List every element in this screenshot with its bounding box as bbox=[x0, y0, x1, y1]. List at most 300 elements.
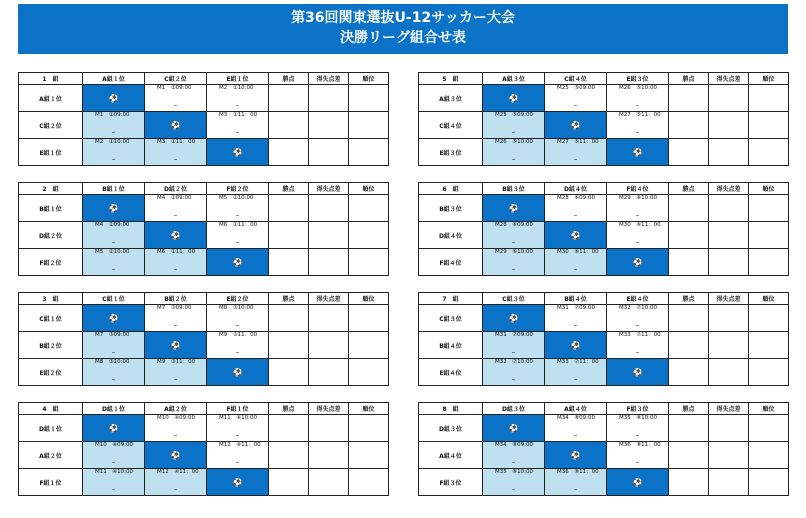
column-team-3: F組２位 bbox=[207, 183, 269, 195]
match-cell bbox=[207, 305, 269, 332]
goal-diff-cell bbox=[309, 469, 349, 496]
rank-cell bbox=[749, 359, 789, 386]
match-cell bbox=[607, 112, 669, 139]
points-cell bbox=[669, 305, 709, 332]
soccer-ball-icon: ⚽ bbox=[508, 313, 519, 323]
match-info: M36 ⑧11：00 bbox=[619, 442, 661, 448]
group-table-4 bbox=[18, 402, 389, 496]
column-rank: 順位 bbox=[749, 73, 789, 85]
row-team-2: D組４位 bbox=[419, 222, 483, 249]
soccer-ball-icon: ⚽ bbox=[170, 450, 181, 460]
team-row-1 bbox=[19, 195, 389, 222]
self-match-cell bbox=[545, 222, 607, 249]
team-row-3 bbox=[419, 359, 789, 386]
match-cell bbox=[207, 195, 269, 222]
match-info: M31 ⑦09:00 bbox=[557, 305, 596, 311]
column-goal-diff: 得失点差 bbox=[709, 73, 749, 85]
team-row-3 bbox=[19, 359, 389, 386]
column-points: 勝点 bbox=[669, 293, 709, 305]
self-match-cell bbox=[607, 359, 669, 386]
score-dash: – bbox=[235, 321, 240, 329]
rank-cell bbox=[749, 112, 789, 139]
match-cell bbox=[83, 139, 145, 166]
team-row-2 bbox=[419, 112, 789, 139]
soccer-ball-icon: ⚽ bbox=[632, 147, 643, 157]
match-cell bbox=[607, 85, 669, 112]
self-match-cell bbox=[207, 469, 269, 496]
score-dash: – bbox=[111, 458, 116, 466]
goal-diff-cell bbox=[709, 222, 749, 249]
score-dash: – bbox=[235, 458, 240, 466]
points-cell bbox=[669, 442, 709, 469]
match-cell bbox=[483, 222, 545, 249]
row-team-3: F組２位 bbox=[19, 249, 83, 276]
match-info: M32 ⑦10:00 bbox=[495, 359, 534, 365]
column-team-2: C組４位 bbox=[545, 73, 607, 85]
match-cell bbox=[207, 222, 269, 249]
match-info: M2 ①10:00 bbox=[95, 139, 130, 145]
score-dash: – bbox=[573, 155, 578, 163]
soccer-ball-icon: ⚽ bbox=[570, 120, 581, 130]
group-header-row bbox=[19, 183, 389, 195]
row-team-2: D組２位 bbox=[19, 222, 83, 249]
points-cell bbox=[269, 359, 309, 386]
soccer-ball-icon: ⚽ bbox=[232, 257, 243, 267]
match-info: M10 ④09:00 bbox=[157, 415, 196, 421]
match-info: M4 ②09:00 bbox=[95, 222, 130, 228]
team-row-1 bbox=[19, 415, 389, 442]
row-team-1: C組３位 bbox=[419, 305, 483, 332]
self-match-cell bbox=[483, 85, 545, 112]
score-dash: – bbox=[235, 101, 240, 109]
match-info: M11 ④10:00 bbox=[95, 469, 134, 475]
group-name: 6 組 bbox=[419, 183, 483, 195]
row-team-1: D組３位 bbox=[419, 415, 483, 442]
match-cell bbox=[83, 359, 145, 386]
group-name: 3 組 bbox=[19, 293, 83, 305]
rank-cell bbox=[749, 222, 789, 249]
match-info: M1 ①09:00 bbox=[95, 112, 130, 118]
match-info: M31 ⑦09:00 bbox=[495, 332, 534, 338]
match-cell bbox=[483, 112, 545, 139]
soccer-ball-icon: ⚽ bbox=[170, 120, 181, 130]
group-table-7 bbox=[418, 292, 789, 386]
column-team-1: A組１位 bbox=[83, 73, 145, 85]
column-points: 勝点 bbox=[269, 73, 309, 85]
match-info: M28 ⑥09:00 bbox=[495, 222, 534, 228]
rank-cell bbox=[349, 112, 389, 139]
match-cell bbox=[145, 195, 207, 222]
match-cell bbox=[145, 85, 207, 112]
score-dash: – bbox=[173, 375, 178, 383]
column-team-3: E組２位 bbox=[207, 293, 269, 305]
points-cell bbox=[269, 442, 309, 469]
match-cell bbox=[83, 332, 145, 359]
column-goal-diff: 得失点差 bbox=[309, 183, 349, 195]
group-header-row bbox=[419, 403, 789, 415]
match-info: M25 ⑤09:00 bbox=[495, 112, 534, 118]
self-match-cell bbox=[145, 442, 207, 469]
goal-diff-cell bbox=[709, 332, 749, 359]
self-match-cell bbox=[83, 85, 145, 112]
match-info: M29 ⑥10:00 bbox=[619, 195, 658, 201]
self-match-cell bbox=[207, 139, 269, 166]
soccer-ball-icon: ⚽ bbox=[108, 313, 119, 323]
match-info: M25 ⑤09:00 bbox=[557, 85, 596, 91]
soccer-ball-icon: ⚽ bbox=[632, 257, 643, 267]
self-match-cell bbox=[545, 112, 607, 139]
match-info: M1 ①09:00 bbox=[157, 85, 192, 91]
match-info: M9 ③11：00 bbox=[157, 359, 196, 365]
points-cell bbox=[269, 249, 309, 276]
column-goal-diff: 得失点差 bbox=[309, 293, 349, 305]
points-cell bbox=[269, 332, 309, 359]
match-cell bbox=[545, 139, 607, 166]
soccer-ball-icon: ⚽ bbox=[170, 230, 181, 240]
match-info: M26 ⑤10:00 bbox=[495, 139, 534, 145]
group-name: 5 組 bbox=[419, 73, 483, 85]
points-cell bbox=[669, 195, 709, 222]
team-row-3 bbox=[19, 469, 389, 496]
team-row-1 bbox=[419, 305, 789, 332]
self-match-cell bbox=[207, 249, 269, 276]
row-team-3: F組４位 bbox=[419, 249, 483, 276]
column-rank: 順位 bbox=[749, 403, 789, 415]
soccer-ball-icon: ⚽ bbox=[108, 93, 119, 103]
self-match-cell bbox=[83, 195, 145, 222]
self-match-cell bbox=[145, 112, 207, 139]
team-row-1 bbox=[19, 305, 389, 332]
column-team-1: B組１位 bbox=[83, 183, 145, 195]
rank-cell bbox=[349, 249, 389, 276]
score-dash: – bbox=[635, 128, 640, 136]
score-dash: – bbox=[511, 128, 516, 136]
column-goal-diff: 得失点差 bbox=[309, 403, 349, 415]
row-team-1: B組１位 bbox=[19, 195, 83, 222]
row-team-3: E組１位 bbox=[19, 139, 83, 166]
rank-cell bbox=[749, 332, 789, 359]
match-cell bbox=[545, 305, 607, 332]
team-row-1 bbox=[419, 85, 789, 112]
points-cell bbox=[269, 415, 309, 442]
goal-diff-cell bbox=[709, 85, 749, 112]
team-row-3 bbox=[19, 249, 389, 276]
column-team-1: D組１位 bbox=[83, 403, 145, 415]
match-cell bbox=[207, 112, 269, 139]
row-team-3: E組３位 bbox=[419, 139, 483, 166]
group-table-8 bbox=[418, 402, 789, 496]
rank-cell bbox=[349, 469, 389, 496]
match-info: M7 ③09:00 bbox=[157, 305, 192, 311]
column-points: 勝点 bbox=[269, 293, 309, 305]
team-row-3 bbox=[419, 249, 789, 276]
match-cell bbox=[607, 442, 669, 469]
column-rank: 順位 bbox=[349, 293, 389, 305]
goal-diff-cell bbox=[709, 249, 749, 276]
score-dash: – bbox=[111, 375, 116, 383]
soccer-ball-icon: ⚽ bbox=[108, 203, 119, 213]
self-match-cell bbox=[545, 332, 607, 359]
self-match-cell bbox=[483, 195, 545, 222]
column-team-2: A組２位 bbox=[145, 403, 207, 415]
goal-diff-cell bbox=[709, 112, 749, 139]
group-header-row bbox=[419, 183, 789, 195]
self-match-cell bbox=[145, 332, 207, 359]
match-info: M27 ⑤11：00 bbox=[557, 139, 599, 145]
score-dash: – bbox=[635, 211, 640, 219]
score-dash: – bbox=[573, 101, 578, 109]
row-team-2: A組４位 bbox=[419, 442, 483, 469]
goal-diff-cell bbox=[709, 469, 749, 496]
soccer-ball-icon: ⚽ bbox=[632, 367, 643, 377]
tournament-title: 第36回関東選抜U-12サッカー大会 bbox=[291, 10, 515, 26]
row-team-2: C組４位 bbox=[419, 112, 483, 139]
score-dash: – bbox=[635, 101, 640, 109]
team-row-3 bbox=[419, 139, 789, 166]
match-cell bbox=[83, 249, 145, 276]
team-row-1 bbox=[419, 415, 789, 442]
score-dash: – bbox=[111, 155, 116, 163]
row-team-1: D組１位 bbox=[19, 415, 83, 442]
score-dash: – bbox=[235, 238, 240, 246]
goal-diff-cell bbox=[309, 332, 349, 359]
score-dash: – bbox=[111, 265, 116, 273]
goal-diff-cell bbox=[709, 415, 749, 442]
rank-cell bbox=[749, 442, 789, 469]
column-team-2: D組４位 bbox=[545, 183, 607, 195]
match-info: M5 ②10:00 bbox=[219, 195, 254, 201]
group-header-row bbox=[19, 403, 389, 415]
match-cell bbox=[607, 305, 669, 332]
points-cell bbox=[669, 469, 709, 496]
match-info: M5 ②10:00 bbox=[95, 249, 130, 255]
soccer-ball-icon: ⚽ bbox=[232, 367, 243, 377]
match-info: M27 ⑤11：00 bbox=[619, 112, 661, 118]
team-row-2 bbox=[19, 442, 389, 469]
group-name: 7 組 bbox=[419, 293, 483, 305]
score-dash: – bbox=[635, 458, 640, 466]
score-dash: – bbox=[635, 238, 640, 246]
team-row-2 bbox=[19, 332, 389, 359]
rank-cell bbox=[349, 85, 389, 112]
soccer-ball-icon: ⚽ bbox=[108, 423, 119, 433]
match-info: M6 ②11：00 bbox=[219, 222, 258, 228]
score-dash: – bbox=[511, 238, 516, 246]
match-info: M33 ⑦11：00 bbox=[557, 359, 599, 365]
column-team-1: D組３位 bbox=[483, 403, 545, 415]
soccer-ball-icon: ⚽ bbox=[232, 477, 243, 487]
points-cell bbox=[669, 85, 709, 112]
match-cell bbox=[207, 85, 269, 112]
column-rank: 順位 bbox=[749, 293, 789, 305]
rank-cell bbox=[749, 249, 789, 276]
match-cell bbox=[207, 442, 269, 469]
score-dash: – bbox=[511, 348, 516, 356]
score-dash: – bbox=[111, 348, 116, 356]
group-header-row bbox=[19, 73, 389, 85]
column-team-1: C組３位 bbox=[483, 293, 545, 305]
points-cell bbox=[669, 359, 709, 386]
column-team-3: F組３位 bbox=[607, 403, 669, 415]
match-info: M33 ⑦11：00 bbox=[619, 332, 661, 338]
score-dash: – bbox=[235, 128, 240, 136]
self-match-cell bbox=[483, 415, 545, 442]
rank-cell bbox=[349, 222, 389, 249]
points-cell bbox=[269, 112, 309, 139]
points-cell bbox=[669, 415, 709, 442]
match-cell bbox=[145, 359, 207, 386]
row-team-3: E組４位 bbox=[419, 359, 483, 386]
group-table-6 bbox=[418, 182, 789, 276]
column-points: 勝点 bbox=[669, 73, 709, 85]
bracket-subtitle: 決勝リーグ組合せ表 bbox=[340, 30, 466, 46]
score-dash: – bbox=[573, 211, 578, 219]
match-cell bbox=[545, 415, 607, 442]
column-goal-diff: 得失点差 bbox=[309, 73, 349, 85]
match-info: M26 ⑤10:00 bbox=[619, 85, 658, 91]
match-cell bbox=[145, 139, 207, 166]
goal-diff-cell bbox=[709, 195, 749, 222]
match-cell bbox=[545, 195, 607, 222]
match-cell bbox=[83, 442, 145, 469]
team-row-2 bbox=[419, 332, 789, 359]
soccer-ball-icon: ⚽ bbox=[570, 230, 581, 240]
match-cell bbox=[145, 249, 207, 276]
group-header-row bbox=[19, 293, 389, 305]
column-team-3: E組３位 bbox=[607, 73, 669, 85]
goal-diff-cell bbox=[309, 442, 349, 469]
column-rank: 順位 bbox=[349, 73, 389, 85]
points-cell bbox=[269, 469, 309, 496]
points-cell bbox=[669, 222, 709, 249]
match-cell bbox=[207, 332, 269, 359]
column-team-3: E組４位 bbox=[607, 293, 669, 305]
match-cell bbox=[145, 469, 207, 496]
match-cell bbox=[607, 195, 669, 222]
column-team-1: C組１位 bbox=[83, 293, 145, 305]
self-match-cell bbox=[83, 305, 145, 332]
rank-cell bbox=[749, 139, 789, 166]
match-info: M30 ⑥11：00 bbox=[619, 222, 661, 228]
match-cell bbox=[483, 332, 545, 359]
column-goal-diff: 得失点差 bbox=[709, 293, 749, 305]
match-info: M8 ③10:00 bbox=[95, 359, 130, 365]
score-dash: – bbox=[173, 265, 178, 273]
column-team-3: F組１位 bbox=[207, 403, 269, 415]
group-table-2 bbox=[18, 182, 389, 276]
row-team-2: A組２位 bbox=[19, 442, 83, 469]
group-name: 2 組 bbox=[19, 183, 83, 195]
match-info: M11 ④10:00 bbox=[219, 415, 258, 421]
goal-diff-cell bbox=[709, 359, 749, 386]
column-team-3: E組１位 bbox=[207, 73, 269, 85]
column-team-2: B組４位 bbox=[545, 293, 607, 305]
match-cell bbox=[607, 222, 669, 249]
score-dash: – bbox=[511, 265, 516, 273]
score-dash: – bbox=[573, 321, 578, 329]
row-team-3: F組３位 bbox=[419, 469, 483, 496]
points-cell bbox=[669, 249, 709, 276]
score-dash: – bbox=[635, 321, 640, 329]
goal-diff-cell bbox=[309, 139, 349, 166]
match-info: M35 ⑧10:00 bbox=[495, 469, 534, 475]
match-cell bbox=[483, 249, 545, 276]
column-team-2: C組２位 bbox=[145, 73, 207, 85]
self-match-cell bbox=[145, 222, 207, 249]
column-goal-diff: 得失点差 bbox=[709, 183, 749, 195]
column-team-1: B組３位 bbox=[483, 183, 545, 195]
group-table-5 bbox=[418, 72, 789, 166]
self-match-cell bbox=[207, 359, 269, 386]
match-cell bbox=[83, 112, 145, 139]
row-team-2: C組２位 bbox=[19, 112, 83, 139]
group-name: 4 組 bbox=[19, 403, 83, 415]
match-info: M34 ⑧09:00 bbox=[495, 442, 534, 448]
score-dash: – bbox=[173, 431, 178, 439]
match-info: M4 ②09:00 bbox=[157, 195, 192, 201]
title-banner bbox=[18, 4, 788, 54]
soccer-ball-icon: ⚽ bbox=[232, 147, 243, 157]
row-team-1: A組３位 bbox=[419, 85, 483, 112]
points-cell bbox=[269, 139, 309, 166]
soccer-ball-icon: ⚽ bbox=[632, 477, 643, 487]
column-team-2: B組２位 bbox=[145, 293, 207, 305]
soccer-ball-icon: ⚽ bbox=[570, 450, 581, 460]
score-dash: – bbox=[173, 155, 178, 163]
points-cell bbox=[669, 139, 709, 166]
match-info: M29 ⑥10:00 bbox=[495, 249, 534, 255]
row-team-1: B組３位 bbox=[419, 195, 483, 222]
match-info: M12 ④11：00 bbox=[157, 469, 199, 475]
column-team-1: A組３位 bbox=[483, 73, 545, 85]
column-team-2: A組４位 bbox=[545, 403, 607, 415]
self-match-cell bbox=[83, 415, 145, 442]
team-row-1 bbox=[19, 85, 389, 112]
rank-cell bbox=[749, 469, 789, 496]
goal-diff-cell bbox=[709, 305, 749, 332]
match-cell bbox=[145, 415, 207, 442]
rank-cell bbox=[349, 359, 389, 386]
rank-cell bbox=[749, 305, 789, 332]
goal-diff-cell bbox=[309, 415, 349, 442]
goal-diff-cell bbox=[309, 222, 349, 249]
score-dash: – bbox=[573, 375, 578, 383]
self-match-cell bbox=[607, 469, 669, 496]
match-info: M12 ④11：00 bbox=[219, 442, 261, 448]
score-dash: – bbox=[573, 265, 578, 273]
soccer-ball-icon: ⚽ bbox=[170, 340, 181, 350]
column-rank: 順位 bbox=[349, 403, 389, 415]
score-dash: – bbox=[235, 431, 240, 439]
score-dash: – bbox=[173, 321, 178, 329]
column-goal-diff: 得失点差 bbox=[709, 403, 749, 415]
points-cell bbox=[269, 195, 309, 222]
soccer-ball-icon: ⚽ bbox=[508, 203, 519, 213]
goal-diff-cell bbox=[309, 359, 349, 386]
score-dash: – bbox=[511, 155, 516, 163]
rank-cell bbox=[349, 442, 389, 469]
goal-diff-cell bbox=[309, 85, 349, 112]
group-name: 1 組 bbox=[19, 73, 83, 85]
group-table-1 bbox=[18, 72, 389, 166]
row-team-2: B組４位 bbox=[419, 332, 483, 359]
points-cell bbox=[269, 85, 309, 112]
score-dash: – bbox=[511, 485, 516, 493]
match-info: M7 ③09:00 bbox=[95, 332, 130, 338]
column-points: 勝点 bbox=[269, 403, 309, 415]
score-dash: – bbox=[511, 375, 516, 383]
team-row-2 bbox=[419, 442, 789, 469]
